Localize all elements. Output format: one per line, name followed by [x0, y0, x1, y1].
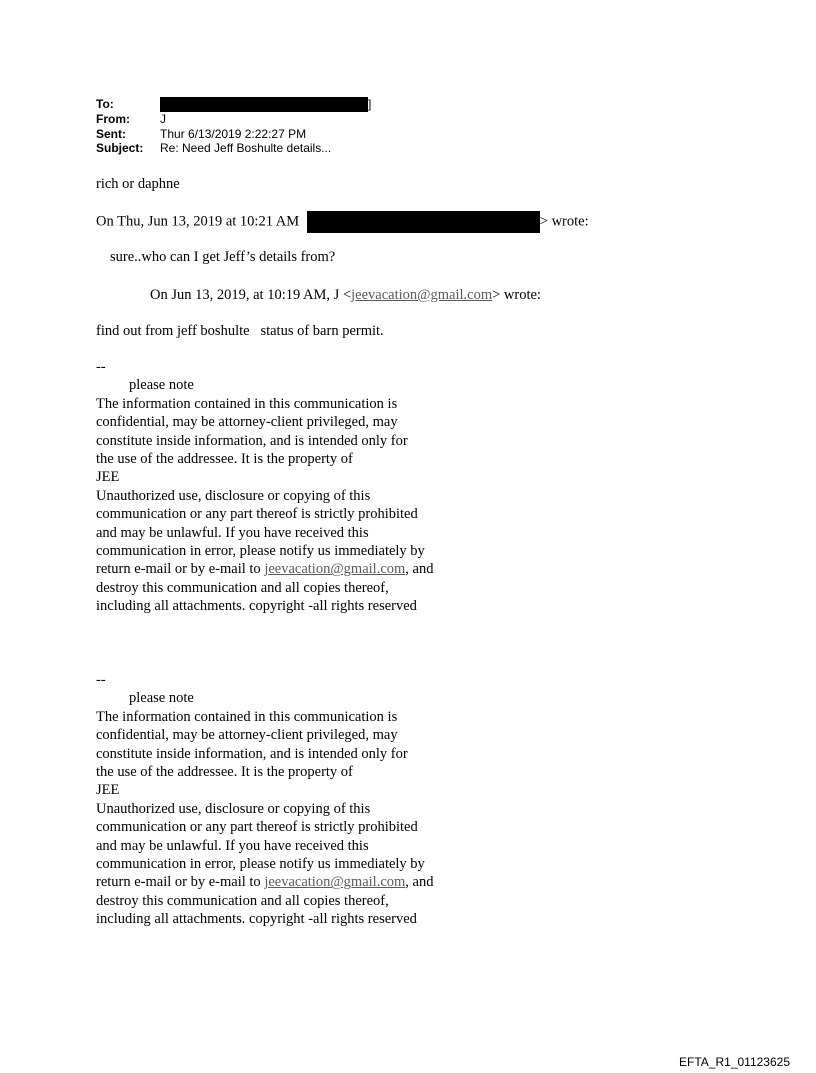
quote2-prefix: On Jun 13, 2019, at 10:19 AM, J < [150, 287, 352, 303]
disclaimer-line: including all attachments. copyright -all rights reserved [96, 911, 417, 928]
disclaimer-block [96, 358, 433, 616]
quote2-email-link[interactable]: jeevacation@gmail.com [351, 287, 493, 303]
disclaimer-line: the use of the addressee. It is the property of [96, 764, 353, 781]
disclaimer-line: including all attachments. copyright -all rights reserved [96, 598, 417, 615]
redaction-box [307, 211, 540, 233]
disclaimer-line: destroy this communication and all copies thereof, [96, 892, 389, 909]
disclaimer-line: The information contained in this communication is [96, 708, 398, 725]
disclaimer-line: and may be unlawful. If you have received this [96, 837, 369, 854]
subject-label: Subject: [96, 141, 144, 155]
disclaimer-note: please note [129, 690, 194, 707]
disclaimer-block [96, 671, 433, 929]
quote2-suffix: > wrote: [492, 287, 541, 303]
sent-label: Sent: [96, 126, 126, 141]
disclaimer-line: communication in error, please notify us immediately by [96, 543, 425, 560]
disclaimer-line: constitute inside information, and is intended only for [96, 745, 408, 762]
subject-value: Re: Need Jeff Boshulte details... [160, 141, 332, 155]
disclaimer-line: JEE [96, 782, 120, 799]
subject-row [96, 141, 371, 156]
disclaimer-text: , and [405, 874, 434, 891]
email-header [96, 97, 371, 156]
disclaimer-line: and may be unlawful. If you have received this [96, 524, 369, 541]
to-suffix: ] [368, 97, 372, 111]
disclaimer-text: return e-mail or by e-mail to [96, 561, 265, 578]
disclaimer-line [96, 560, 433, 578]
disclaimer-email-link[interactable]: jeevacation@gmail.com [264, 561, 406, 578]
disclaimer-line: The information contained in this communication is [96, 395, 398, 412]
quote1-body: sure..who can I get Jeff’s details from? [110, 249, 336, 265]
disclaimer-line: the use of the addressee. It is the property of [96, 451, 353, 468]
disclaimer-line: JEE [96, 469, 120, 486]
quote1-header [96, 211, 589, 233]
disclaimer-line: confidential, may be attorney-client privileged, may [96, 727, 398, 744]
disclaimer-line: destroy this communication and all copies thereof, [96, 579, 389, 596]
sent-row [96, 127, 371, 142]
reply-text: rich or daphne [96, 176, 180, 192]
disclaimer-line: confidential, may be attorney-client privileged, may [96, 414, 398, 431]
signature-dashes: -- [96, 672, 106, 688]
sent-value: Thur 6/13/2019 2:22:27 PM [160, 126, 307, 141]
disclaimer-line: communication or any part thereof is strictly prohibited [96, 819, 418, 836]
quote1-prefix: On Thu, Jun 13, 2019 at 10:21 AM [96, 213, 300, 230]
from-value: J [160, 112, 166, 126]
quote1-suffix: > wrote: [539, 213, 589, 230]
redaction-box [160, 97, 368, 112]
disclaimer-text: return e-mail or by e-mail to [96, 874, 265, 891]
to-label: To: [96, 97, 114, 111]
quote2-body: find out from jeff boshulte status of barn permit. [96, 323, 384, 339]
document-id: EFTA_R1_01123625 [679, 1055, 790, 1069]
to-row [96, 97, 371, 112]
from-label: From: [96, 112, 130, 126]
disclaimer-text: , and [405, 561, 434, 578]
quote2-header [150, 286, 541, 304]
disclaimer-line: communication in error, please notify us immediately by [96, 856, 425, 873]
disclaimer-line: constitute inside information, and is intended only for [96, 432, 408, 449]
disclaimer-line [96, 873, 433, 891]
signature-dashes: -- [96, 359, 106, 375]
from-row [96, 112, 371, 127]
disclaimer-line: Unauthorized use, disclosure or copying of this [96, 487, 371, 504]
disclaimer-email-link[interactable]: jeevacation@gmail.com [264, 874, 406, 891]
disclaimer-note: please note [129, 377, 194, 394]
disclaimer-line: communication or any part thereof is strictly prohibited [96, 506, 418, 523]
disclaimer-line: Unauthorized use, disclosure or copying of this [96, 800, 371, 817]
